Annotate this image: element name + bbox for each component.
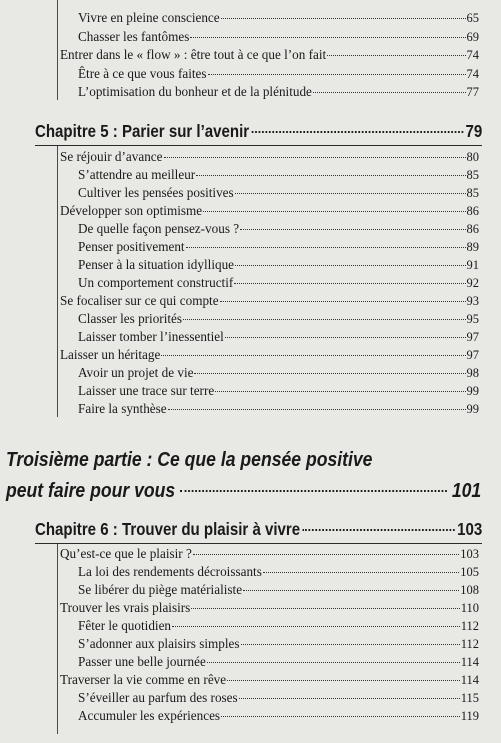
toc-entry-page: 99 [466, 402, 479, 416]
toc-entry [78, 84, 479, 100]
dot-leader [235, 265, 465, 266]
toc-entry-title: Avoir un projet de vie [78, 365, 194, 380]
dot-leader [183, 319, 465, 320]
dot-leader [243, 590, 459, 591]
toc-vertical-rule [57, 0, 58, 100]
dot-leader [263, 572, 459, 573]
dot-leader [191, 608, 459, 609]
toc-entry-title: Trouver les vrais plaisirs [60, 600, 191, 615]
dot-leader [203, 211, 465, 212]
part-heading-text: peut faire pour vous [6, 480, 176, 502]
toc-entry [78, 329, 479, 345]
toc-entry [78, 654, 479, 670]
toc-entry [78, 185, 479, 201]
toc-entry [60, 600, 479, 616]
toc-entry [78, 221, 479, 237]
toc-entry-title: S’adonner aux plaisirs simples [78, 636, 240, 651]
toc-entry-page: 65 [466, 11, 479, 25]
chapter-rule [35, 145, 482, 146]
toc-entry-page: 97 [466, 330, 479, 344]
dot-leader [180, 490, 446, 492]
toc-entry-page: 74 [466, 67, 479, 81]
toc-entry-page: 110 [460, 601, 479, 615]
toc-entry [60, 672, 479, 688]
toc-entry-page: 119 [460, 709, 479, 723]
toc-entry-title: Un comportement constructif [78, 275, 234, 290]
toc-entry-title: S’éveiller au parfum des roses [78, 690, 238, 705]
toc-entry-title: S’attendre au meilleur [78, 167, 196, 182]
toc-entry-title: Se focaliser sur ce qui compte [60, 293, 219, 308]
toc-entry-title: Être à ce que vous faites [78, 66, 207, 81]
toc-entry-page: 77 [466, 85, 479, 99]
toc-entry-page: 85 [466, 168, 479, 182]
toc-entry-title: Chasser les fantômes [78, 29, 190, 44]
toc-entry-title: Cultiver les pensées positives [78, 185, 234, 200]
toc-entry-page: 85 [466, 186, 479, 200]
toc-entry-page: 93 [466, 294, 479, 308]
toc-entry-title: Laisser tomber l’inessentiel [78, 329, 224, 344]
toc-entry-page: 69 [466, 30, 479, 44]
dot-leader [240, 229, 465, 230]
toc-entry-page: 80 [466, 150, 479, 164]
toc-entry [78, 275, 479, 291]
toc-entry [60, 47, 479, 63]
toc-entry-page: 92 [466, 276, 479, 290]
toc-entry-page: 115 [460, 691, 479, 705]
part-page: 101 [451, 480, 482, 502]
toc-entry-page: 97 [466, 348, 479, 362]
dot-leader [207, 662, 460, 663]
toc-entry-title: Accumuler les expériences [78, 708, 221, 723]
dot-leader [164, 157, 466, 158]
toc-entry-title: Qu’est-ce que le plaisir ? [60, 546, 192, 561]
toc-entry-title: Traverser la vie comme en rêve [60, 672, 227, 687]
toc-entry-title: Développer son optimisme [60, 203, 203, 218]
dot-leader [221, 716, 460, 717]
dot-leader [208, 74, 466, 75]
toc-entry-title: L’optimisation du bonheur et de la plénitude [78, 84, 312, 99]
dot-leader [221, 18, 466, 19]
toc-entry-title: Se réjouir d’avance [60, 149, 163, 164]
chapter-title: Chapitre 6 : Trouver du plaisir à vivre [35, 519, 301, 539]
toc-entry-page: 112 [460, 637, 479, 651]
chapter-page: 79 [465, 121, 483, 141]
dot-leader [235, 193, 466, 194]
chapter-page: 103 [457, 519, 483, 539]
toc-entry [60, 293, 479, 309]
toc-entry-page: 108 [460, 583, 479, 597]
toc-entry [78, 66, 479, 82]
toc-entry-page: 86 [466, 222, 479, 236]
toc-entry-title: La loi des rendements décroissants [78, 564, 262, 579]
toc-entry-title: De quelle façon pensez-vous ? [78, 221, 240, 236]
chapter-heading [35, 120, 482, 142]
part-heading-line1: Troisième partie : Ce que la pensée positive [6, 449, 373, 471]
dot-leader [161, 355, 465, 356]
toc-entry [78, 582, 479, 598]
toc-entry [78, 239, 479, 255]
chapter-rule [35, 543, 482, 544]
toc-entry [78, 618, 479, 634]
toc-entry [78, 564, 479, 580]
dot-leader [196, 175, 465, 176]
dot-leader [225, 337, 466, 338]
toc-entry [78, 708, 479, 724]
toc-entry-title: Passer une belle journée [78, 654, 206, 669]
part-heading-line2 [6, 479, 481, 503]
toc-entry [78, 311, 479, 327]
dot-leader [303, 529, 455, 531]
dot-leader [327, 55, 465, 56]
toc-entry-title: Laisser une trace sur terre [78, 383, 215, 398]
dot-leader [194, 373, 465, 374]
dot-leader [241, 644, 460, 645]
toc-entry-title: Faire la synthèse [78, 401, 167, 416]
dot-leader [168, 409, 466, 410]
toc-entry-page: 105 [460, 565, 479, 579]
toc-entry-page: 112 [460, 619, 479, 633]
toc-entry-page: 89 [466, 240, 479, 254]
dot-leader [193, 554, 459, 555]
dot-leader [252, 131, 463, 133]
toc-entry-title: Penser positivement [78, 239, 185, 254]
chapter-heading [35, 518, 482, 540]
toc-entry [78, 10, 479, 26]
toc-entry [78, 401, 479, 417]
dot-leader [172, 626, 460, 627]
toc-entry-title: Se libérer du piège matérialiste [78, 582, 243, 597]
toc-entry-page: 91 [466, 258, 479, 272]
dot-leader [220, 301, 466, 302]
toc-entry [78, 257, 479, 273]
dot-leader [234, 283, 465, 284]
toc-entry-title: Vivre en pleine conscience [78, 10, 220, 25]
toc-entry-title: Classer les priorités [78, 311, 183, 326]
toc-entry-page: 86 [466, 204, 479, 218]
dot-leader [215, 391, 465, 392]
toc-entry [78, 167, 479, 183]
chapter-title: Chapitre 5 : Parier sur l’avenir [35, 121, 250, 141]
toc-entry [60, 546, 479, 562]
toc-entry [78, 636, 479, 652]
toc-entry [78, 383, 479, 399]
toc-entry-title: Fêter le quotidien [78, 618, 172, 633]
toc-entry-title: Entrer dans le « flow » : être tout à ce que l’on fait [60, 47, 327, 62]
toc-entry-page: 103 [460, 547, 479, 561]
dot-leader [186, 247, 466, 248]
toc-entry [60, 149, 479, 165]
dot-leader [190, 37, 465, 38]
toc-vertical-rule [57, 146, 58, 417]
toc-entry-page: 114 [460, 673, 479, 687]
toc-entry-title: Penser à la situation idyllique [78, 257, 235, 272]
toc-entry-page: 74 [466, 48, 479, 62]
toc-entry [60, 347, 479, 363]
dot-leader [313, 92, 466, 93]
toc-entry [60, 203, 479, 219]
toc-entry-page: 98 [466, 366, 479, 380]
toc-entry [78, 690, 479, 706]
toc-entry-page: 114 [460, 655, 479, 669]
toc-entry-page: 95 [466, 312, 479, 326]
toc-entry [78, 365, 479, 381]
dot-leader [227, 680, 460, 681]
toc-entry-title: Laisser un héritage [60, 347, 161, 362]
toc-entry-page: 99 [466, 384, 479, 398]
toc-vertical-rule [57, 544, 58, 734]
dot-leader [239, 698, 460, 699]
toc-entry [78, 29, 479, 45]
